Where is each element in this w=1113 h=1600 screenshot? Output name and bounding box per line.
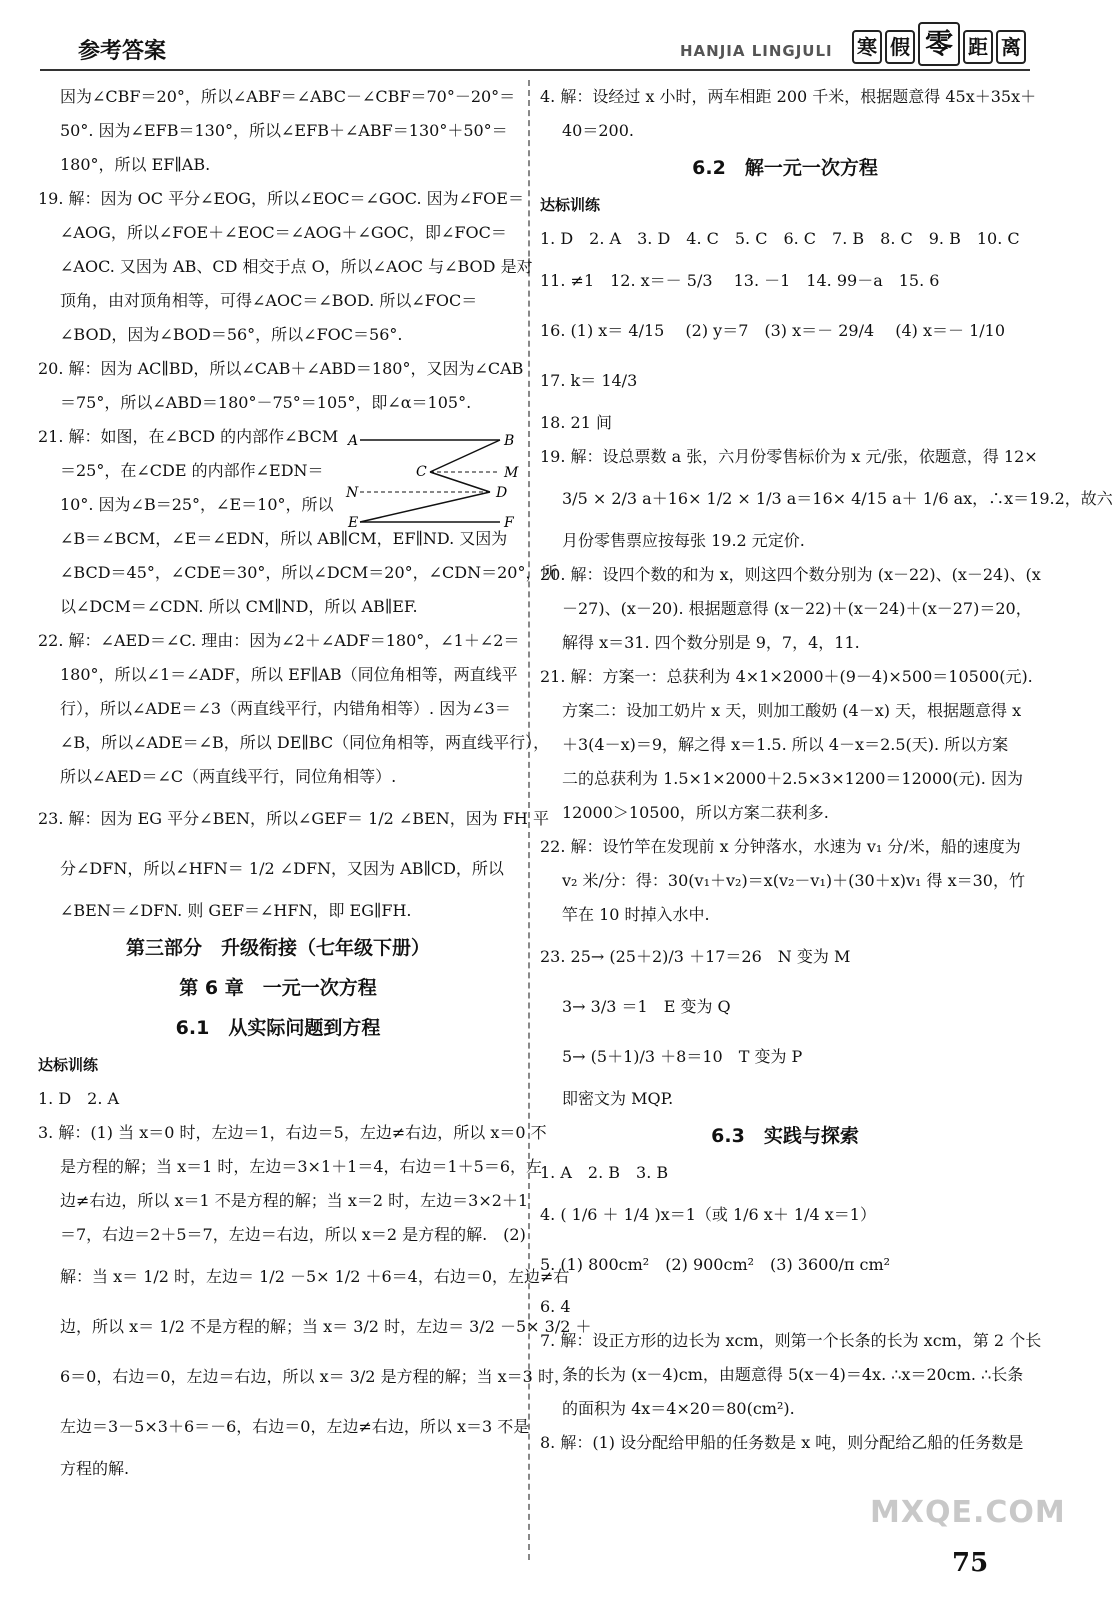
right-text-line: 21. 解：方案一：总获利为 4×1×2000＋(9－4)×500＝10500(元). (540, 667, 1033, 686)
right-text-line: 6. 4 (540, 1297, 571, 1316)
left-text-line: 边≠右边，所以 x＝1 不是方程的解；当 x＝2 时，左边＝3×2＋1 (60, 1191, 529, 1210)
right-text-line: 23. 25→ (25＋2)/3 ＋17＝26 N 变为 M (540, 947, 851, 966)
left-text-line: 边，所以 x＝ 1/2 不是方程的解；当 x＝ 3/2 时，左边＝ 3/2 －5× 3/2 ＋ (60, 1317, 592, 1336)
left-text-line: 23. 解：因为 EG 平分∠BEN，所以∠GEF＝ 1/2 ∠BEN，因为 FH 平 (38, 809, 549, 828)
right-text-line: 4. ( 1/6 ＋ 1/4 )x＝1（或 1/6 x＋ 1/4 x＝1） (540, 1205, 876, 1224)
right-text-line: v₂ 米/分：得：30(v₁＋v₂)＝x(v₂－v₁)＋(30＋x)v₁ 得 x＝30，竹 (562, 871, 1025, 890)
page-number: 75 (952, 1548, 989, 1578)
left-text-line: 以∠DCM＝∠CDN. 所以 CM∥ND，所以 AB∥EF. (60, 597, 418, 616)
watermark: MXQE.COM (870, 1495, 1066, 1530)
left-text-line: ∠B＝∠BCM，∠E＝∠EDN，所以 AB∥CM，EF∥ND. 又因为 (60, 529, 508, 548)
right-text-line: 方案二：设加工奶片 x 天，则加工酸奶 (4－x) 天，根据题意得 x (562, 701, 1022, 720)
left-text-line: 10°. 因为∠B＝25°，∠E＝10°，所以 (60, 495, 334, 514)
label-f: F (504, 515, 514, 531)
left-text-line: 左边＝3－5×3＋6＝－6，右边＝0，左边≠右边，所以 x＝3 不是 (60, 1417, 530, 1436)
left-text-line: 21. 解：如图，在∠BCD 的内部作∠BCM (38, 427, 339, 446)
left-text-line: 第三部分 升级衔接（七年级下册） (125, 937, 430, 959)
left-text-line: 因为∠CBF＝20°，所以∠ABF＝∠ABC－∠CBF＝70°－20°＝ (60, 87, 516, 106)
header-title: 参考答案 (78, 39, 167, 64)
left-text-line: 是方程的解；当 x＝1 时，左边＝3×1＋1＝4，右边＝1＋5＝6，左 (60, 1157, 543, 1176)
right-text-line: 18. 21 间 (540, 413, 612, 432)
left-text-line: 方程的解. (60, 1459, 130, 1478)
left-text-line: 分∠DFN，所以∠HFN＝ 1/2 ∠DFN，又因为 AB∥CD，所以 (60, 859, 504, 878)
label-d: D (496, 485, 508, 501)
header-pinyin: HANJIA LINGJULI (680, 42, 833, 60)
right-text-line: 7. 解：设正方形的边长为 xcm，则第一个长条的长为 xcm，第 2 个长 (540, 1331, 1042, 1350)
right-text-line: 1. A 2. B 3. B (540, 1163, 669, 1182)
label-a: A (348, 433, 359, 449)
left-text-line: 达标训练 (38, 1056, 99, 1074)
right-text-line: 11. ≠1 12. x＝－ 5/3 13. －1 14. 99－a 15. 6 (540, 271, 940, 290)
left-text-line: 50°. 因为∠EFB＝130°，所以∠EFB＋∠ABF＝130°＋50°＝ (60, 121, 508, 140)
right-text-line: 达标训练 (540, 196, 601, 214)
right-text-line: 8. 解：(1) 设分配给甲船的任务数是 x 吨，则分配给乙船的任务数是 (540, 1433, 1024, 1452)
left-text-line: ∠BEN＝∠DFN. 则 GEF＝∠HFN，即 EG∥FH. (60, 901, 412, 920)
right-text-line: 条的长为 (x－4)cm，由题意得 5(x－4)＝4x. ∴x＝20cm. ∴长条 (562, 1365, 1024, 1384)
right-text-line: 月份零售票应按每张 19.2 元定价. (562, 531, 805, 550)
right-text-line: 5. (1) 800cm² (2) 900cm² (3) 3600/π cm² (540, 1255, 891, 1274)
left-text-line: ∠AOG，所以∠FOE＋∠EOC＝∠AOG＋∠GOC，即∠FOC＝ (60, 223, 507, 242)
right-text-line: 解得 x＝31. 四个数分别是 9，7，4，11. (562, 633, 860, 652)
left-text-line: 180°，所以∠1＝∠ADF，所以 EF∥AB（同位角相等，两直线平 (60, 665, 518, 684)
right-text-line: 4. 解：设经过 x 小时，两车相距 200 千米，根据题意得 45x＋35x＋ (540, 87, 1037, 106)
left-text-line: 1. D 2. A (38, 1089, 120, 1108)
right-text-line: 竿在 10 时掉入水中. (562, 905, 710, 924)
label-e: E (348, 515, 359, 531)
right-text-line: 6.2 解一元一次方程 (692, 157, 878, 179)
right-text-line: 19. 解：设总票数 a 张，六月份零售标价为 x 元/张，依题意，得 12× (540, 447, 1038, 466)
label-n: N (346, 485, 359, 501)
left-text-line: 顶角，由对顶角相等，可得∠AOC＝∠BOD. 所以∠FOC＝ (60, 291, 478, 310)
right-text-line: 6.3 实践与探索 (711, 1125, 859, 1147)
left-text-line: ∠BCD＝45°，∠CDE＝30°，所以∠DCM＝20°，∠CDN＝20°，所 (60, 563, 558, 582)
right-text-line: 20. 解：设四个数的和为 x，则这四个数分别为 (x－22)、(x－24)、(x (540, 565, 1041, 584)
left-text-line: ＝7，右边＝2＋5＝7，左边＝右边，所以 x＝2 是方程的解. (2) (60, 1225, 526, 1244)
left-text-line: 所以∠AED＝∠C（两直线平行，同位角相等）. (60, 767, 397, 786)
line-de (360, 492, 490, 522)
left-text-line: 行），所以∠ADE＝∠3（两直线平行，内错角相等）. 因为∠3＝ (60, 699, 511, 718)
brand-char: 假 (885, 30, 915, 64)
left-text-line: 20. 解：因为 AC∥BD，所以∠CAB＋∠ABD＝180°，又因为∠CAB (38, 359, 524, 378)
left-text-line: 3. 解：(1) 当 x＝0 时，左边＝1，右边＝5，左边≠右边，所以 x＝0 不 (38, 1123, 547, 1142)
left-text-line: ∠B，所以∠ADE＝∠B，所以 DE∥BC（同位角相等，两直线平行）， (60, 733, 550, 752)
right-text-line: 3→ 3/3 ＝1 E 变为 Q (562, 997, 731, 1016)
right-text-line: 16. (1) x＝ 4/15 (2) y＝7 (3) x＝－ 29/4 (4) x＝－ 1/10 (540, 321, 1006, 340)
geometry-figure (340, 426, 520, 536)
left-text-line: ∠AOC. 又因为 AB、CD 相交于点 O，所以∠AOC 与∠BOD 是对 (60, 257, 533, 276)
left-text-line: 19. 解：因为 OC 平分∠EOG，所以∠EOC＝∠GOC. 因为∠FOE＝ (38, 189, 524, 208)
right-text-line: 5→ (5＋1)/3 ＋8＝10 T 变为 P (562, 1047, 803, 1066)
right-text-line: 1. D 2. A 3. D 4. C 5. C 6. C 7. B 8. C 9. B 10. C (540, 229, 1020, 248)
left-text-line: 180°，所以 EF∥AB. (60, 155, 211, 174)
header-rule (40, 69, 1030, 71)
label-b: B (504, 433, 515, 449)
label-m: M (504, 465, 519, 481)
right-text-line: 的面积为 4x＝4×20＝80(cm²). (562, 1399, 795, 1418)
brand-logo (852, 27, 1026, 66)
left-text-line: ∠BOD，因为∠BOD＝56°，所以∠FOC＝56°. (60, 325, 403, 344)
left-text-line: 解：当 x＝ 1/2 时，左边＝ 1/2 －5× 1/2 ＋6＝4，右边＝0，左边≠右 (60, 1267, 570, 1286)
left-text-line: ＝75°，所以∠ABD＝180°－75°＝105°，即∠α＝105°. (60, 393, 472, 412)
left-text-line: 6.1 从实际问题到方程 (175, 1017, 381, 1039)
left-text-line: 22. 解：∠AED＝∠C. 理由：因为∠2＋∠ADF＝180°，∠1＋∠2＝ (38, 631, 520, 650)
brand-char: 寒 (852, 30, 882, 64)
left-text-line: 6＝0，右边＝0，左边＝右边，所以 x＝ 3/2 是方程的解；当 x＝3 时， (60, 1367, 570, 1386)
brand-char: 距 (963, 30, 993, 64)
right-text-line: 3/5 × 2/3 a＋16× 1/2 × 1/3 a＝16× 4/15 a＋ 1/6 ax，∴x＝19.2，故六 (562, 489, 1113, 508)
page-header (0, 0, 1077, 70)
right-text-line: 二的总获利为 1.5×1×2000＋2.5×3×1200＝12000(元). 因为 (562, 769, 1023, 788)
left-text-line: ＝25°，在∠CDE 的内部作∠EDN＝ (60, 461, 324, 480)
right-text-line: 即密文为 MQP. (562, 1089, 674, 1108)
right-text-line: ＋3(4－x)＝9，解之得 x＝1.5. 所以 4－x＝2.5(天). 所以方案 (562, 735, 1009, 754)
right-text-line: 17. k＝ 14/3 (540, 371, 638, 390)
right-text-line: 40＝200. (562, 121, 634, 140)
right-column (540, 80, 1113, 1460)
brand-char: 零 (918, 22, 960, 66)
brand-char: 离 (996, 30, 1026, 64)
right-text-line: 22. 解：设竹竿在发现前 x 分钟落水，水速为 v₁ 分/米，船的速度为 (540, 837, 1021, 856)
line-cd (430, 472, 490, 492)
left-text-line: 第 6 章 一元一次方程 (179, 977, 377, 999)
line-bc (430, 440, 500, 472)
right-text-line: －27)、(x－20). 根据题意得 (x－22)＋(x－24)＋(x－27)＝20， (562, 599, 1032, 618)
label-c: C (416, 464, 427, 480)
right-text-line: 12000＞10500，所以方案二获利多. (562, 803, 829, 822)
